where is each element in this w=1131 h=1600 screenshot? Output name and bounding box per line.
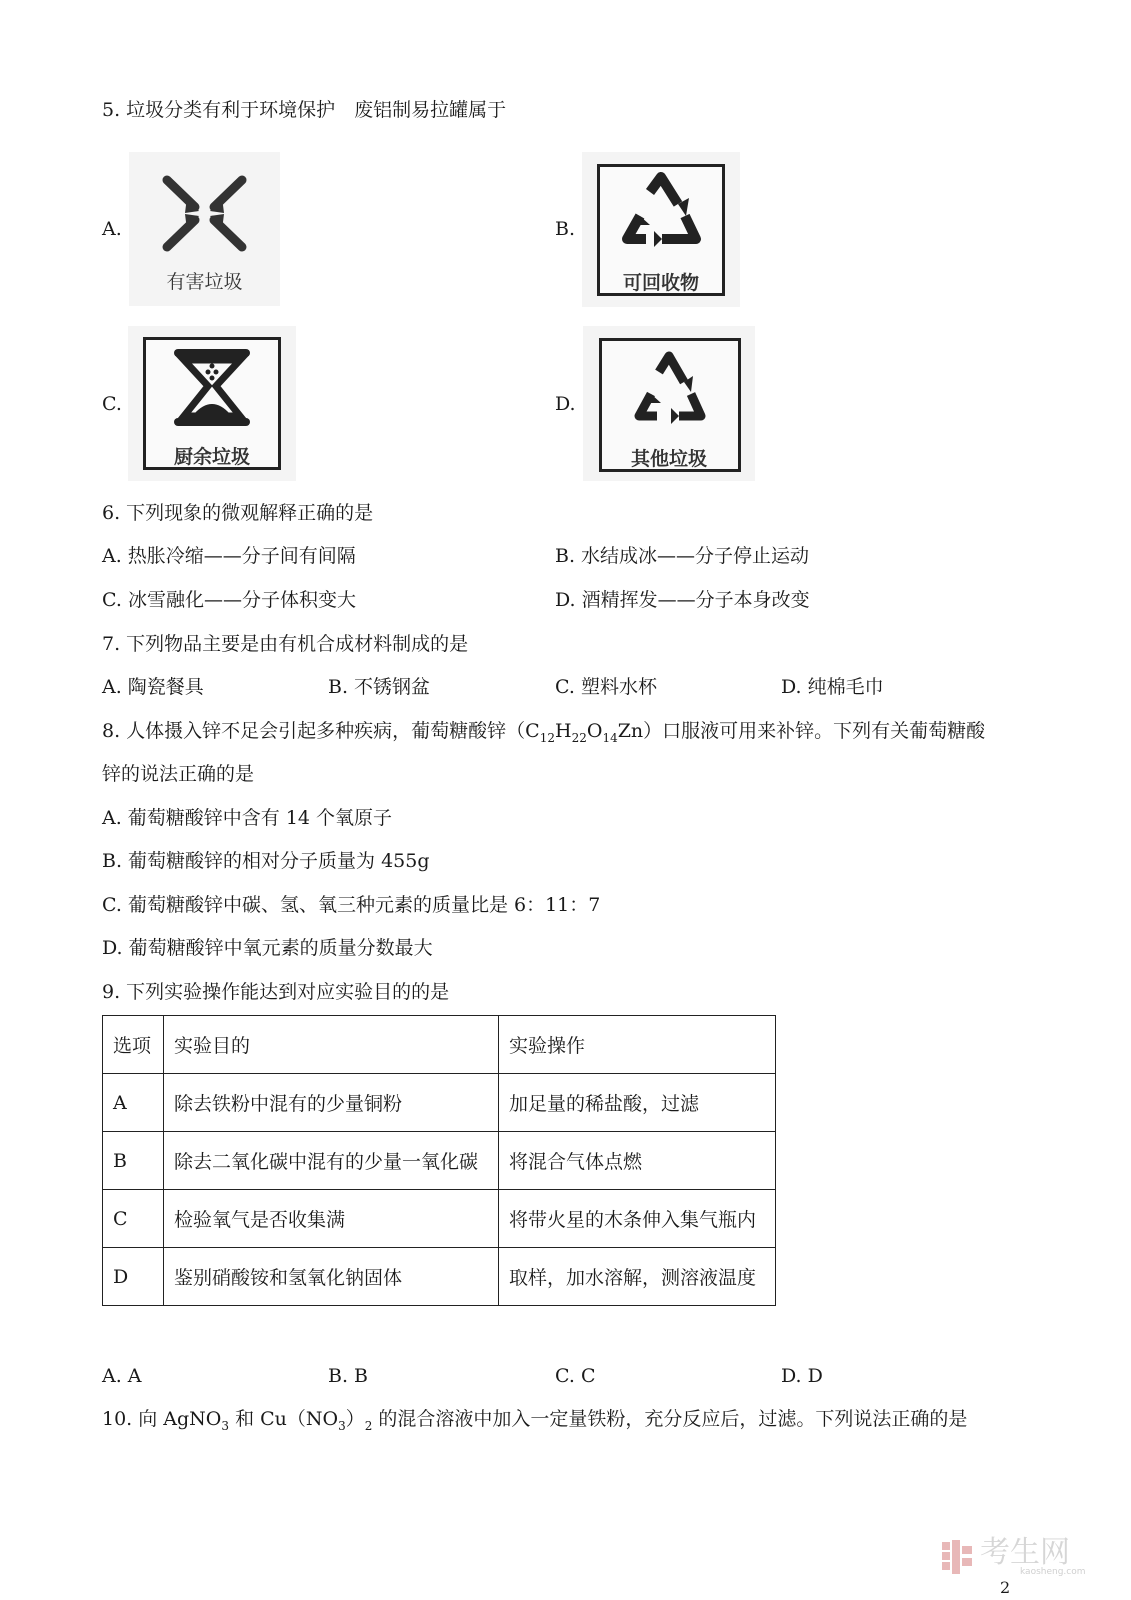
table-cell: 除去二氧化碳中混有的少量一氧化碳	[164, 1132, 499, 1190]
q7-option-a[interactable]: A. 陶瓷餐具	[102, 676, 204, 698]
sign-label: 有害垃圾	[166, 271, 243, 293]
logo-text: 考生网	[980, 1535, 1070, 1570]
q10-stem: 10. 向 AgNO$_3$ 和 $Cu(NO_3)_2$ 的混合溶液中加入一定量铁粉，充分反应后，过滤。下列说法正确的是	[102, 1408, 968, 1433]
q9-option-c[interactable]: C. C	[555, 1365, 596, 1387]
q7-option-d[interactable]: D. 纯棉毛巾	[781, 676, 884, 698]
q6-option-d[interactable]: D. 酒精挥发——分子本身改变	[555, 589, 810, 611]
q8-stem: 8. 人体摄入锌不足会引起多种疾病，葡萄糖酸锌$(C_{12}H_{22}O_{14}Zn)$口服液可用来补锌。下列有关葡萄糖酸	[102, 720, 986, 745]
table-header: 实验目的	[164, 1016, 499, 1074]
q9-stem: 9. 下列实验操作能达到对应实验目的的是	[102, 981, 450, 1003]
kaosheng-logo-icon	[940, 1538, 976, 1576]
sign-label: 其他垃圾	[630, 448, 707, 470]
chemical-formula: $C_{12}H_{22}O_{14}Zn$	[525, 720, 644, 745]
q5-option-c-letter[interactable]: C.	[102, 393, 122, 415]
q9-option-d[interactable]: D. D	[781, 1365, 823, 1387]
hazard-arrows-icon	[129, 152, 280, 262]
q5-option-c-sign[interactable]	[128, 326, 296, 481]
table-cell: 将带火星的木条伸入集气瓶内	[499, 1190, 776, 1248]
recycle-icon	[582, 152, 740, 262]
q5-option-d-sign[interactable]	[583, 326, 755, 481]
q7-stem: 7. 下列物品主要是由有机合成材料制成的是	[102, 633, 469, 655]
table-row	[103, 1132, 776, 1190]
q8-option-c[interactable]: C. 葡萄糖酸锌中碳、氢、氧三种元素的质量比是 6：11：7	[102, 894, 601, 916]
table-cell: 加足量的稀盐酸，过滤	[499, 1074, 776, 1132]
q9-option-b[interactable]: B. B	[328, 1365, 369, 1387]
q6-option-c[interactable]: C. 冰雪融化——分子体积变大	[102, 589, 356, 611]
sign-label: 厨余垃圾	[173, 446, 250, 468]
q5-option-d-letter[interactable]: D.	[555, 393, 576, 415]
kaosheng-logo	[940, 1535, 1110, 1578]
table-cell: B	[103, 1132, 164, 1190]
q8-option-a[interactable]: A. 葡萄糖酸锌中含有 14 个氧原子	[102, 807, 393, 829]
q6-stem: 6. 下列现象的微观解释正确的是	[102, 502, 374, 524]
table-cell: 除去铁粉中混有的少量铜粉	[164, 1074, 499, 1132]
q5-option-b-sign[interactable]	[582, 152, 740, 307]
q5-option-a-letter[interactable]: A.	[102, 218, 122, 240]
q9-option-a[interactable]: A. A	[102, 1365, 142, 1387]
q8-stem-line2: 锌的说法正确的是	[102, 763, 255, 785]
hourglass-icon	[128, 326, 296, 436]
q5-option-a-sign[interactable]	[129, 152, 280, 306]
q6-option-b[interactable]: B. 水结成冰——分子停止运动	[555, 545, 810, 567]
q8-option-b[interactable]: B. 葡萄糖酸锌的相对分子质量为 455g	[102, 850, 430, 872]
table-row	[103, 1190, 776, 1248]
q5-option-b-letter[interactable]: B.	[555, 218, 576, 240]
table-cell: 将混合气体点燃	[499, 1132, 776, 1190]
table-cell: 取样，加水溶解，测溶液温度	[499, 1248, 776, 1306]
table-row	[103, 1248, 776, 1306]
logo-url: kaosheng.com	[1020, 1567, 1086, 1577]
q7-option-c[interactable]: C. 塑料水杯	[555, 676, 657, 698]
table-header-row	[103, 1016, 776, 1074]
q5-stem: 5. 垃圾分类有利于环境保护 废铝制易拉罐属于	[102, 99, 507, 121]
experiment-table	[102, 1015, 776, 1306]
q7-option-b[interactable]: B. 不锈钢盆	[328, 676, 431, 698]
sign-label: 可回收物	[622, 272, 699, 294]
q6-option-a[interactable]: A. 热胀冷缩——分子间有间隔	[102, 545, 356, 567]
q8-option-d[interactable]: D. 葡萄糖酸锌中氧元素的质量分数最大	[102, 937, 433, 959]
table-row	[103, 1074, 776, 1132]
table-header: 实验操作	[499, 1016, 776, 1074]
table-cell: D	[103, 1248, 164, 1306]
table-cell: 鉴别硝酸铵和氢氧化钠固体	[164, 1248, 499, 1306]
table-cell: 检验氧气是否收集满	[164, 1190, 499, 1248]
table-cell: A	[103, 1074, 164, 1132]
other-triangle-icon	[583, 326, 755, 436]
page-number: 2	[1000, 1578, 1011, 1597]
table-cell: C	[103, 1190, 164, 1248]
table-header: 选项	[103, 1016, 164, 1074]
